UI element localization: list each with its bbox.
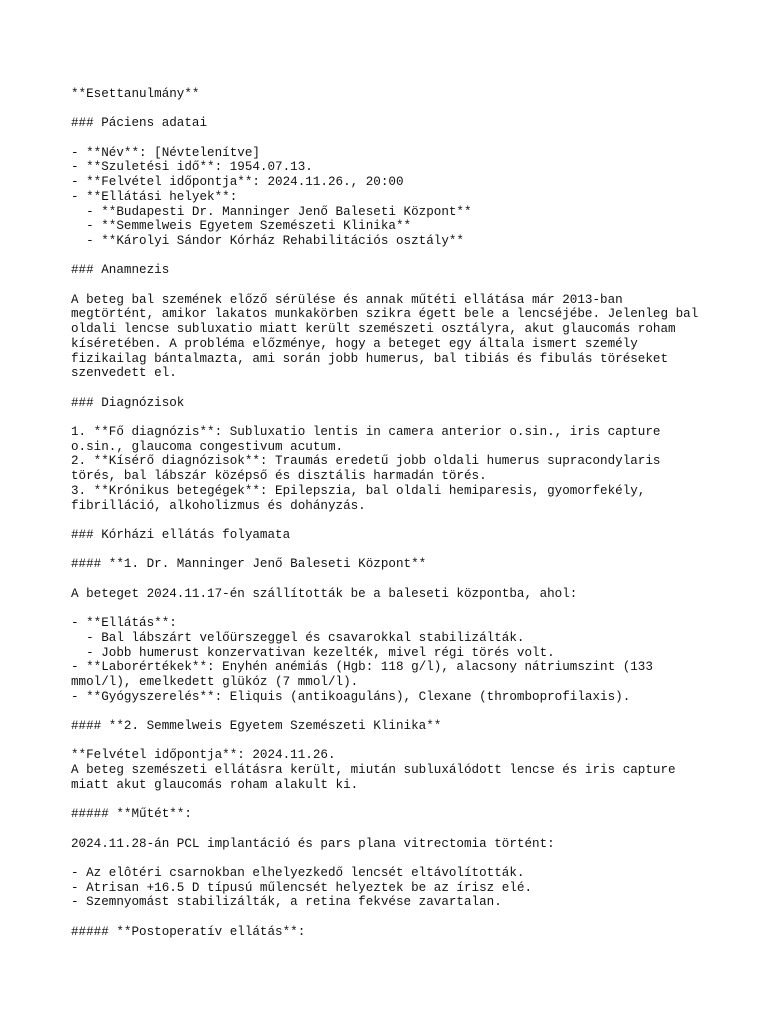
document-line: - **Felvétel időpontja**: 2024.11.26., 20:00 <box>71 175 404 190</box>
document-line: - Atrisan +16.5 D típusú műlencsét helyeztek be az írisz elé. <box>71 880 533 895</box>
document-line <box>71 410 711 425</box>
document-line <box>71 910 711 925</box>
document-line: oldali lencse subluxatio miatt került szemészeti osztályra, akut glaucomás roham <box>71 322 676 337</box>
document-line <box>71 278 711 293</box>
document-line: - **Gyógyszerelés**: Eliquis (antikoaguláns), Clexane (thromboprofilaxis). <box>71 689 631 704</box>
document-line: 3. **Krónikus betegégek**: Epilepszia, bal oldali hemiparesis, gyomorfekély, <box>71 483 646 498</box>
document-line: megtörtént, amikor lakatos munkakörben szikra égett bele a lencséjébe. Jelenleg bal <box>71 307 699 322</box>
document-line: - **Laborértékek**: Enyhén anémiás (Hgb: 118 g/l), alacsony nátriumszint (133 <box>71 660 653 675</box>
document-line: 2024.11.28-án PCL implantáció és pars plana vitrectomia történt: <box>71 836 555 851</box>
document-line: fizikailag bántalmazta, ami során jobb humerus, bal tibiás és fibulás töréseket <box>71 351 669 366</box>
document-line: A beteg bal szemének előző sérülése és annak műtéti ellátása már 2013-ban <box>71 292 623 307</box>
document-line: ### Kórházi ellátás folyamata <box>71 527 291 542</box>
document-line: **Esettanulmány** <box>71 87 200 101</box>
document-line: - Az elôtéri csarnokban elhelyezkedő lencsét eltávolították. <box>71 866 525 881</box>
document-line: - Bal lábszárt velőürszeggel és csavarokkal stabilizálták. <box>71 630 525 645</box>
document-line: - **Budapesti Dr. Manninger Jenő Baleseti Központ** <box>71 204 472 219</box>
document-line <box>71 734 711 749</box>
document-line: - Jobb humerust konzervativan kezelték, mivel régi törés volt. <box>71 645 555 660</box>
document-line: ### Páciens adatai <box>71 116 208 131</box>
document-line <box>71 249 711 264</box>
document-line <box>71 381 711 396</box>
document-line: A beteget 2024.11.17-én szállították be a baleseti központba, ahol: <box>71 586 578 601</box>
document-line: A beteg szemészeti ellátásra került, miután subluxálódott lencse és iris capture <box>71 763 676 778</box>
document-line: ### Anamnezis <box>71 263 170 278</box>
document-line: ##### **Postoperatív ellátás**: <box>71 924 306 939</box>
document-line: mmol/l), emelkedett glükóz (7 mmol/l). <box>71 674 359 689</box>
document-line: ##### **Műtét**: <box>71 807 192 822</box>
document-line: 2. **Kísérő diagnózisok**: Traumás eredetű jobb oldali humerus supracondylaris <box>71 454 661 469</box>
document-line <box>71 131 711 146</box>
document-line: #### **1. Dr. Manninger Jenő Baleseti Központ** <box>71 557 427 572</box>
document-line: o.sin., glaucoma congestivum acutum. <box>71 439 344 454</box>
document-line: ### Diagnózisok <box>71 395 185 410</box>
document-line: kíséretében. A probléma előzménye, hogy a beteget egy általa ismert személy <box>71 336 638 351</box>
document-line: - **Ellátás**: <box>71 616 177 631</box>
document-line: 1. **Fő diagnózis**: Subluxatio lentis in camera anterior o.sin., iris capture <box>71 425 661 440</box>
document-line: - **Ellátási helyek**: <box>71 189 238 204</box>
document-line <box>71 793 711 808</box>
document-line <box>71 572 711 587</box>
document-line <box>71 601 711 616</box>
document-line <box>71 822 711 837</box>
document-line <box>71 851 711 866</box>
document-body <box>71 87 711 940</box>
document-line: szenvedett el. <box>71 366 177 381</box>
document-line: - **Károlyi Sándor Kórház Rehabilitációs osztály** <box>71 234 464 248</box>
document-line <box>71 513 711 528</box>
document-line <box>71 543 711 558</box>
document-line: - **Semmelweis Egyetem Szemészeti Klinika** <box>71 219 412 234</box>
document-line: - **Szuletési idő**: 1954.07.13. <box>71 160 313 175</box>
document-line: fibrilláció, alkoholizmus és dohányzás. <box>71 498 366 513</box>
document-line: miatt akut glaucomás roham alakult ki. <box>71 777 359 792</box>
document-line: törés, bal lábszár középső és disztális harmadán törés. <box>71 469 487 484</box>
document-line <box>71 102 711 117</box>
document-line: **Felvétel időpontja**: 2024.11.26. <box>71 748 336 763</box>
document-line: #### **2. Semmelweis Egyetem Szemészeti Klinika** <box>71 719 442 734</box>
document-line: - **Név**: [Névtelenítve] <box>71 145 260 160</box>
document-line <box>71 704 711 719</box>
document-line: - Szemnyomást stabilizálták, a retina fekvése zavartalan. <box>71 895 502 910</box>
